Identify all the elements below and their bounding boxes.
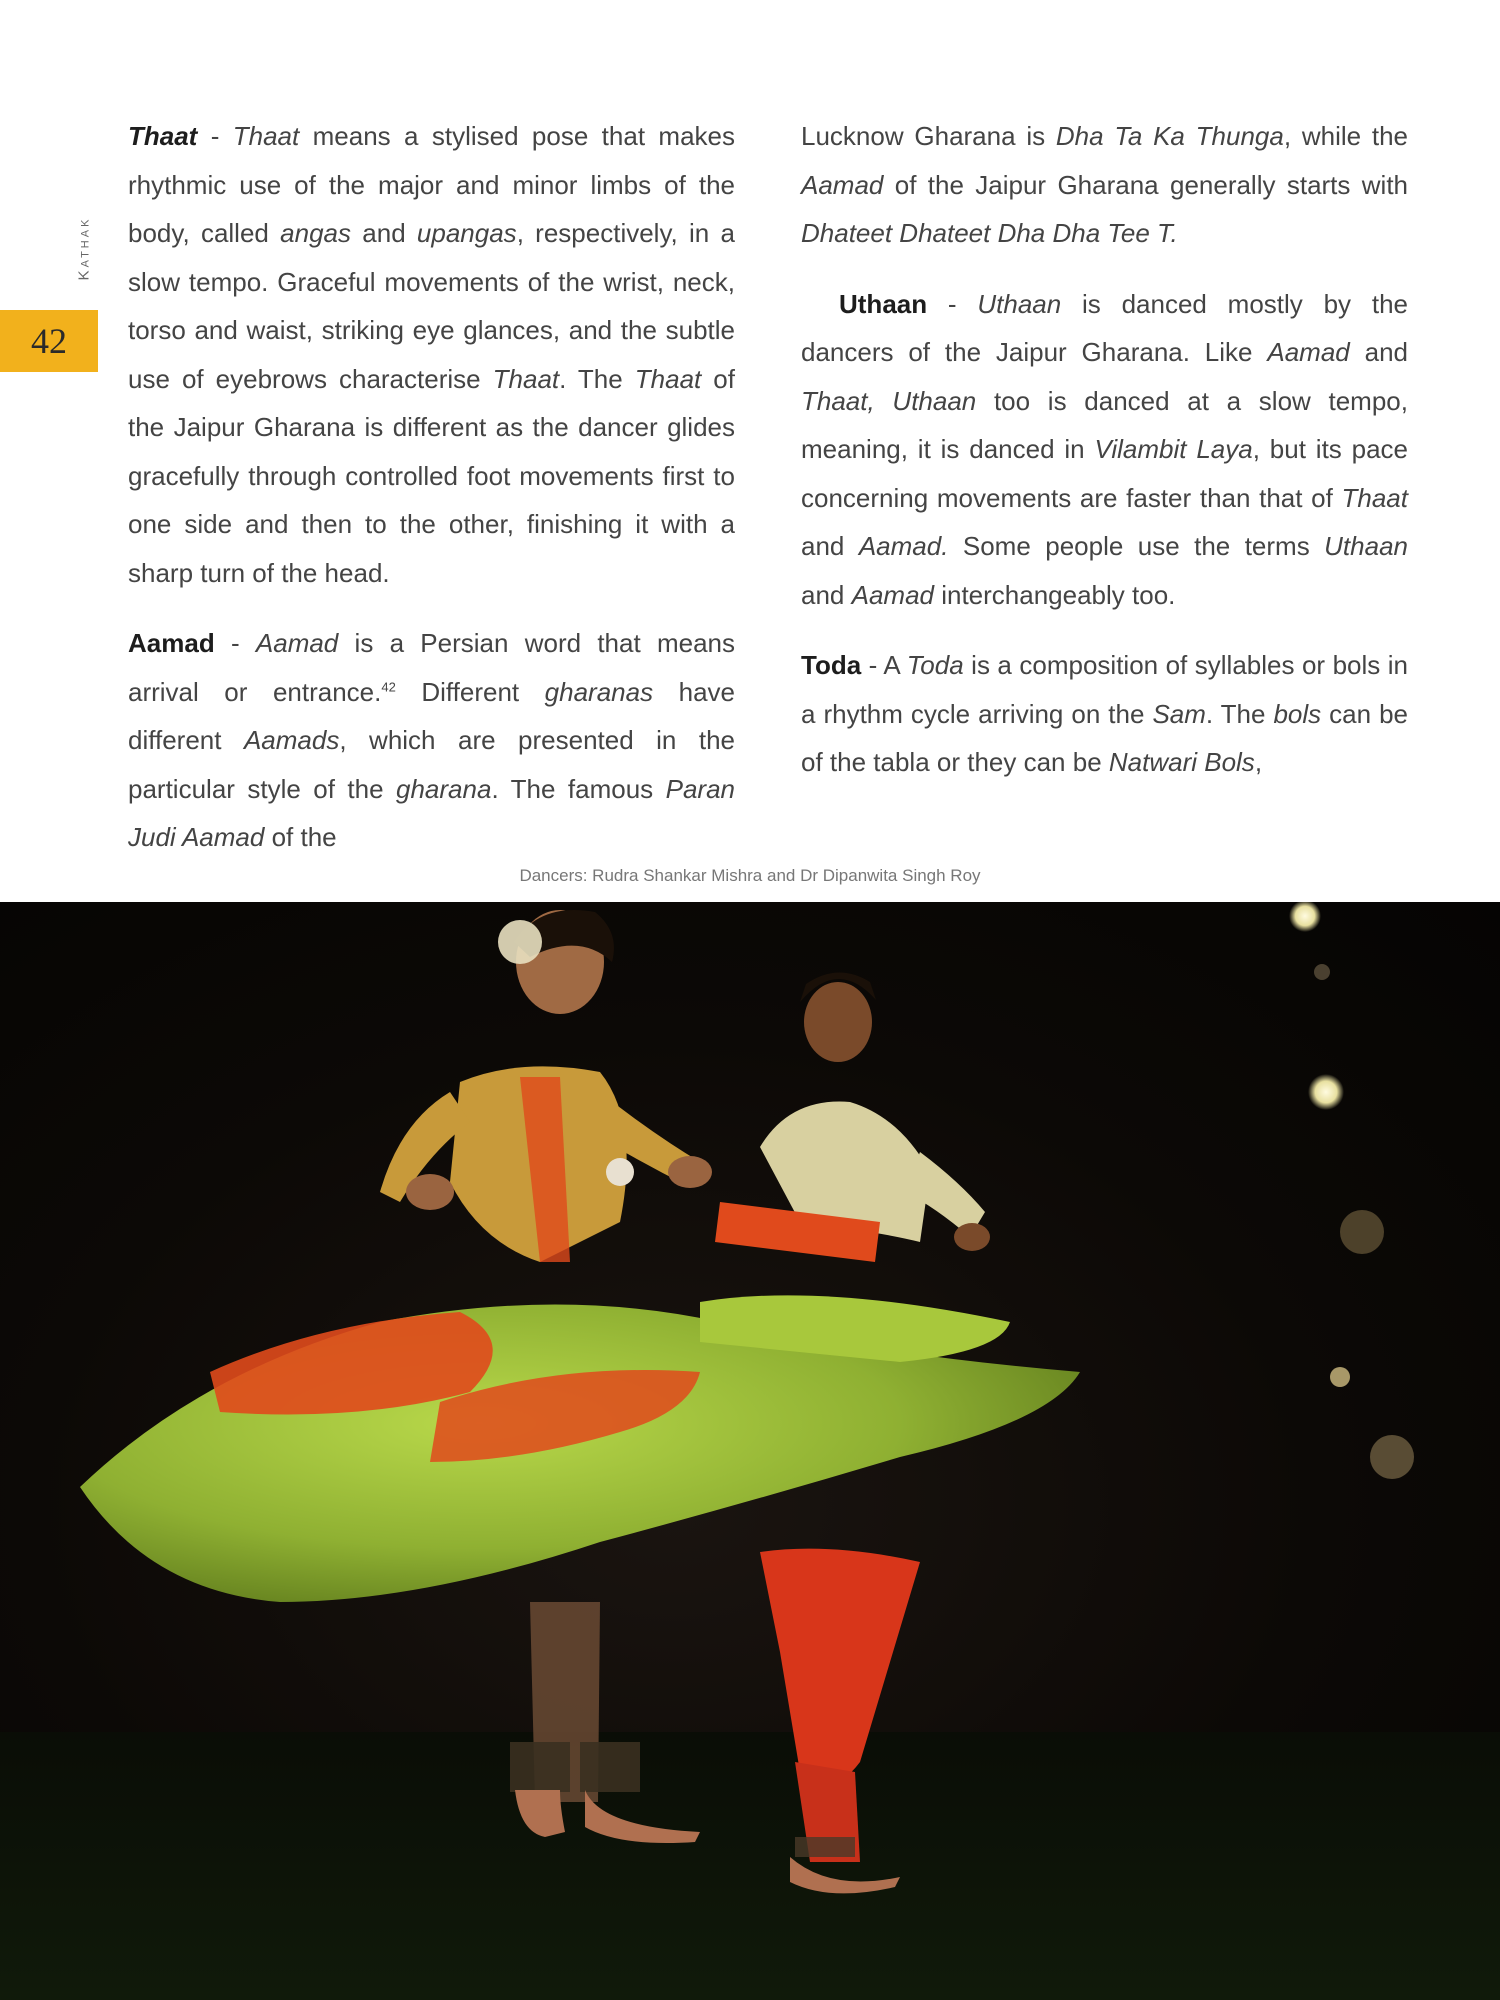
paragraph-aamad-continued: [801, 112, 1408, 258]
text-run: -: [927, 288, 978, 319]
text-run: Thaat: [232, 121, 300, 151]
text-run: is a Persian word that means arrival or entrance.: [128, 628, 735, 707]
running-head: [64, 200, 104, 310]
text-run: - A: [861, 650, 907, 680]
text-run: Toda: [906, 650, 964, 680]
right-text-column: [801, 112, 1408, 809]
paragraph-aamad: [128, 619, 735, 862]
text-run: is danced mostly by the dancers of the Jaipur Gharana. Like: [801, 288, 1408, 367]
text-run: . The: [559, 363, 635, 394]
page-number: 42: [31, 321, 67, 361]
text-run: Uthaan: [1324, 531, 1408, 561]
text-run: , respectively, in a slow tempo. Graceful movements of the wrist, neck, torso and waist, striking eye glances, and the subtle use of eyebrows characterise: [128, 218, 735, 394]
text-run: Vilambit Laya: [1094, 434, 1253, 464]
text-run: , but its pace concerning movements are faster than that of: [801, 434, 1409, 513]
text-run: Lucknow Gharana is: [801, 121, 1056, 151]
text-run: [875, 386, 893, 416]
text-run: Aamad.: [858, 531, 949, 561]
text-run: Aamad: [1267, 337, 1350, 367]
paragraph-uthaan: [801, 280, 1408, 620]
left-text-column: [128, 112, 735, 884]
stage-light-icon: [1370, 1435, 1414, 1479]
text-run: . The famous: [491, 773, 666, 804]
dance-photo: [0, 902, 1500, 2000]
text-run: Aamad: [255, 628, 339, 658]
text-run: of the Jaipur Gharana generally starts with: [883, 169, 1408, 200]
text-run: Different: [395, 676, 545, 707]
text-run: Thaat: [634, 363, 702, 394]
female-dancer: [80, 910, 1080, 1843]
stage-light-icon: [1308, 1074, 1344, 1110]
stage-light-icon: [1340, 1210, 1384, 1254]
term-toda: Toda: [801, 650, 862, 680]
text-run: and: [1349, 337, 1408, 367]
text-run: of the Jaipur Gharana is different as the dancer glides gracefully through controlled foot movements first to one side and then to the other, finishing it with a sharp turn of the head.: [128, 363, 735, 588]
stage-floor: [0, 1732, 1500, 2000]
dance-photo-illustration: [0, 902, 1500, 2000]
text-run: Aamad: [851, 579, 934, 610]
text-run: , while the: [1283, 121, 1408, 151]
text-run: of the: [264, 822, 337, 852]
text-run: Dhateet Dhateet Dha Dha Tee T.: [801, 218, 1178, 248]
text-run: interchangeably too.: [934, 579, 1176, 610]
text-run: . The: [1205, 698, 1274, 729]
text-run: gharanas: [544, 676, 654, 707]
text-run: gharana: [396, 773, 492, 804]
text-run: Uthaan: [892, 385, 977, 416]
text-run: Paran Judi Aamad: [128, 773, 735, 852]
stage-light-icon: [1289, 902, 1321, 932]
text-run: means a stylised pose that makes rhythmic use of the major and minor limbs of the body, called: [128, 121, 735, 248]
text-run: ,: [1254, 747, 1263, 777]
text-run: -: [197, 121, 233, 151]
text-run: Sam: [1152, 698, 1206, 729]
footnote-marker: 42: [381, 678, 396, 694]
text-run: Thaat,: [801, 385, 875, 416]
text-run: Dha Ta Ka Thunga: [1055, 121, 1284, 151]
text-run: is a composition of syllables or bols in a rhythm cycle arriving on the: [801, 650, 1408, 729]
text-run: Thaat: [492, 363, 560, 394]
stage-light-icon: [1314, 964, 1330, 980]
text-run: Natwari Bols: [1108, 747, 1255, 777]
text-run: and: [801, 579, 852, 610]
text-run: Thaat: [1341, 482, 1408, 513]
text-run: , which are presented in the particular style of the: [128, 725, 735, 804]
running-head-text: Kathak: [75, 216, 93, 281]
text-run: can be of the tabla or they can be: [801, 698, 1408, 777]
text-run: Uthaan: [977, 288, 1062, 319]
term-thaat: Thaat: [128, 121, 198, 151]
stage-lights: [1289, 902, 1414, 1479]
term-uthaan: Uthaan: [839, 288, 928, 319]
text-run: -: [214, 628, 256, 658]
text-run: bols: [1273, 698, 1322, 729]
text-run: have different: [128, 676, 735, 755]
text-run: Aamad: [801, 169, 884, 200]
text-run: angas: [280, 218, 351, 248]
text-run: Aamads: [243, 725, 340, 755]
text-run: upangas: [416, 218, 517, 248]
text-run: and: [351, 218, 417, 248]
text-run: Some people use the terms: [948, 531, 1325, 561]
text-run: too is danced at a slow tempo, meaning, it is danced in: [801, 385, 1408, 464]
paragraph-thaat: [128, 112, 735, 597]
text-run: and: [801, 531, 859, 561]
term-aamad: Aamad: [128, 628, 215, 658]
stage-light-icon: [1330, 1367, 1350, 1387]
paragraph-toda: [801, 641, 1408, 787]
photo-caption: Dancers: Rudra Shankar Mishra and Dr Dipanwita Singh Roy: [519, 866, 981, 885]
page-number-tab: [0, 310, 98, 372]
